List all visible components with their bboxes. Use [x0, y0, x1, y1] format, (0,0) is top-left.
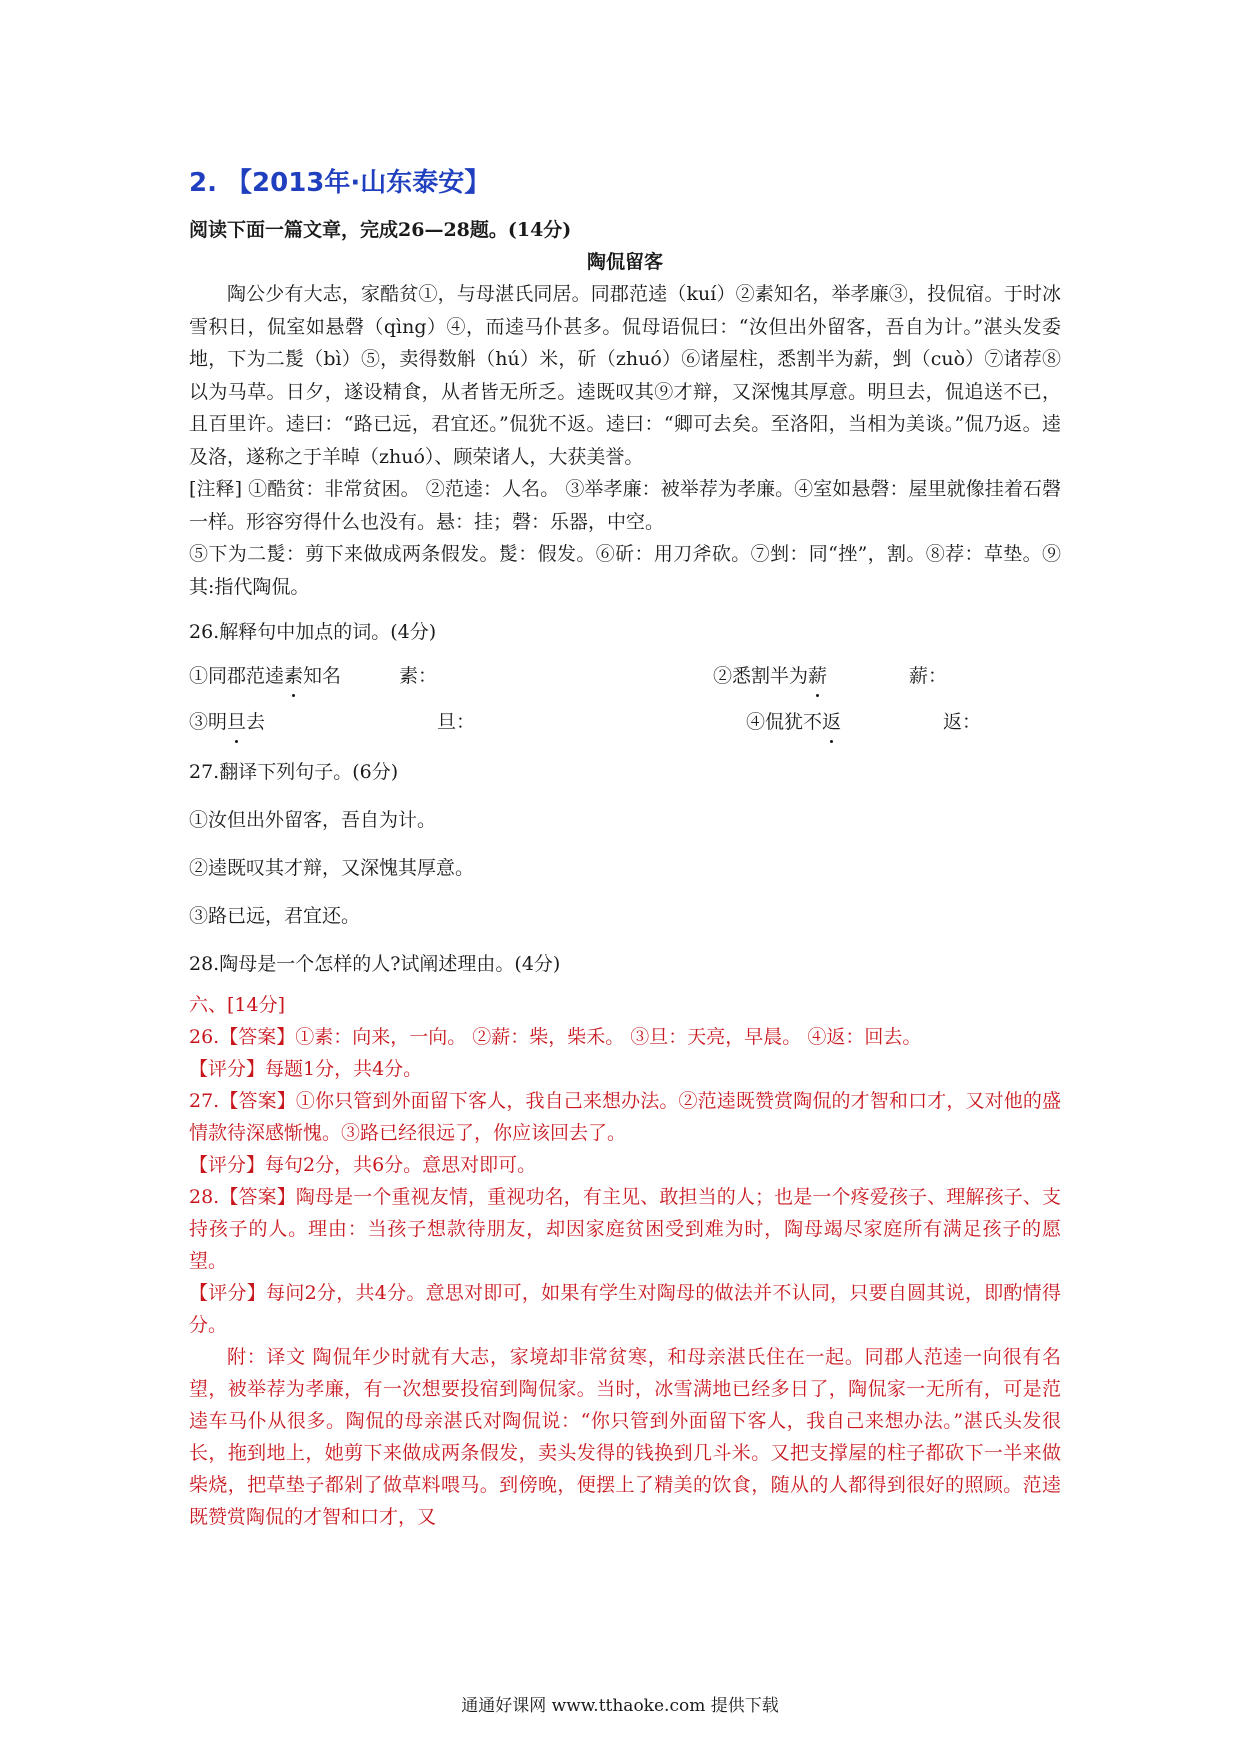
answer-section-label: 六、[14分]: [189, 994, 286, 1016]
q26-item-2: ②悉割半为薪: [713, 659, 827, 693]
dotted-word: 旦: [227, 705, 246, 739]
q26-label-4: 返：: [943, 711, 982, 733]
q26-label-2: 薪：: [909, 665, 948, 687]
answer-26: 26.【答案】①素：向来，一向。 ②薪：柴，柴禾。 ③旦：天亮，早晨。 ④返：回去。: [189, 1026, 922, 1048]
notes-line-2: ⑤下为二髲：剪下来做成两条假发。髲：假发。⑥斫：用刀斧砍。⑦剉：同“挫”，割。⑧荐：草垫。⑨其:指代陶侃。: [189, 543, 1061, 598]
q27-sentence-3: ③路已远，君宜还。: [189, 905, 361, 927]
answer-27: 27.【答案】①你只管到外面留下客人，我自己来想办法。②范逵既赞赏陶侃的才智和口才，又对他的盛情款待深感惭愧。③路已经很远了，你应该回去了。: [189, 1090, 1061, 1144]
q26-item-1: ①同郡范逵素知名: [189, 659, 341, 693]
dotted-word: 薪: [808, 659, 827, 693]
passage-text: 陶公少有大志，家酷贫①，与母湛氏同居。同郡范逵（kuí）②素知名，举孝廉③，投侃宿。于时冰雪积日，侃室如悬磬（qìng）④，而逵马仆甚多。侃母语侃曰：“汝但出外留客，吾自为计。”湛头发委地，下为二髲（bì）⑤，卖得数斛（hú）米，斫（zhuó）⑥诸屋柱，悉割半为薪，剉（cuò）⑦诸荐⑧以为马草。日夕，遂设精食，从者皆无所乏。逵既叹其⑨才辩，又深愧其厚意。明旦去，侃追送不已，且百里许。逵曰：“路已远，君宜还。”侃犹不返。逵曰：“卿可去矣。至洛阳，当相为美谈。”侃乃返。逵及洛，遂称之于羊晫（zhuó）、顾荣诸人，大获美誉。: [189, 283, 1061, 468]
q26-label-3: 旦：: [437, 711, 476, 733]
scoring-26: 【评分】每题1分，共4分。: [189, 1058, 423, 1080]
passage-title: 陶侃留客: [586, 251, 663, 273]
dotted-word: 素: [284, 659, 303, 693]
content-column: [189, 160, 1061, 1533]
q27-sentence-2: ②逵既叹其才辩，又深愧其厚意。: [189, 857, 475, 879]
notes-line-1: [注释] ①酷贫：非常贫困。 ②范逵：人名。 ③举孝廉：被举荐为孝廉。④室如悬磬：屋里就像挂着石磬一样。形容穷得什么也没有。悬：挂；磬：乐器，中空。: [189, 478, 1061, 533]
question-28-stem: 28.陶母是一个怎样的人?试阐述理由。(4分): [189, 953, 561, 975]
q26-label-1: 素：: [399, 665, 438, 687]
question-26-stem: 26.解释句中加点的词。(4分): [189, 621, 437, 643]
page-footer: 通通好课网 www.tthaoke.com 提供下载: [461, 1696, 779, 1716]
answer-28: 28.【答案】陶母是一个重视友情，重视功名，有主见、敢担当的人；也是一个疼爱孩子、理解孩子、支持孩子的人。理由：当孩子想款待朋友，却因家庭贫困受到难为时，陶母竭尽家庭所有满足孩子的愿望。: [189, 1186, 1061, 1272]
question-26-row-1: [189, 659, 1061, 693]
scoring-27: 【评分】每句2分，共6分。意思对即可。: [189, 1154, 537, 1176]
q26-item-4: ④侃犹不返: [746, 705, 841, 739]
question-26-row-2: [189, 705, 1061, 739]
section-heading: 2. 【2013年·山东泰安】: [189, 168, 491, 198]
scoring-28: 【评分】每问2分，共4分。意思对即可，如果有学生对陶母的做法并不认同，只要自圆其说，即酌情得分。: [189, 1282, 1061, 1336]
question-27-stem: 27.翻译下列句子。(6分): [189, 761, 399, 783]
dotted-word: 返: [822, 705, 841, 739]
reading-instruction: 阅读下面一篇文章，完成26—28题。(14分): [189, 219, 572, 241]
q26-item-3: ③明旦去: [189, 705, 265, 739]
translation-text: 附：译文 陶侃年少时就有大志，家境却非常贫寒，和母亲湛氏住在一起。同郡人范逵一向很有名望，被举荐为孝廉，有一次想要投宿到陶侃家。当时，冰雪满地已经多日了，陶侃家一无所有，可是范逵车马仆从很多。陶侃的母亲湛氏对陶侃说：“你只管到外面留下客人，我自己来想办法。”湛氏头发很长，拖到地上，她剪下来做成两条假发，卖头发得的钱换到几斗米。又把支撑屋的柱子都砍下一半来做柴烧，把草垫子都剁了做草料喂马。到傍晚，便摆上了精美的饮食，随从的人都得到很好的照顾。范逵既赞赏陶侃的才智和口才，又: [189, 1346, 1061, 1528]
q27-sentence-1: ①汝但出外留客，吾自为计。: [189, 809, 437, 831]
